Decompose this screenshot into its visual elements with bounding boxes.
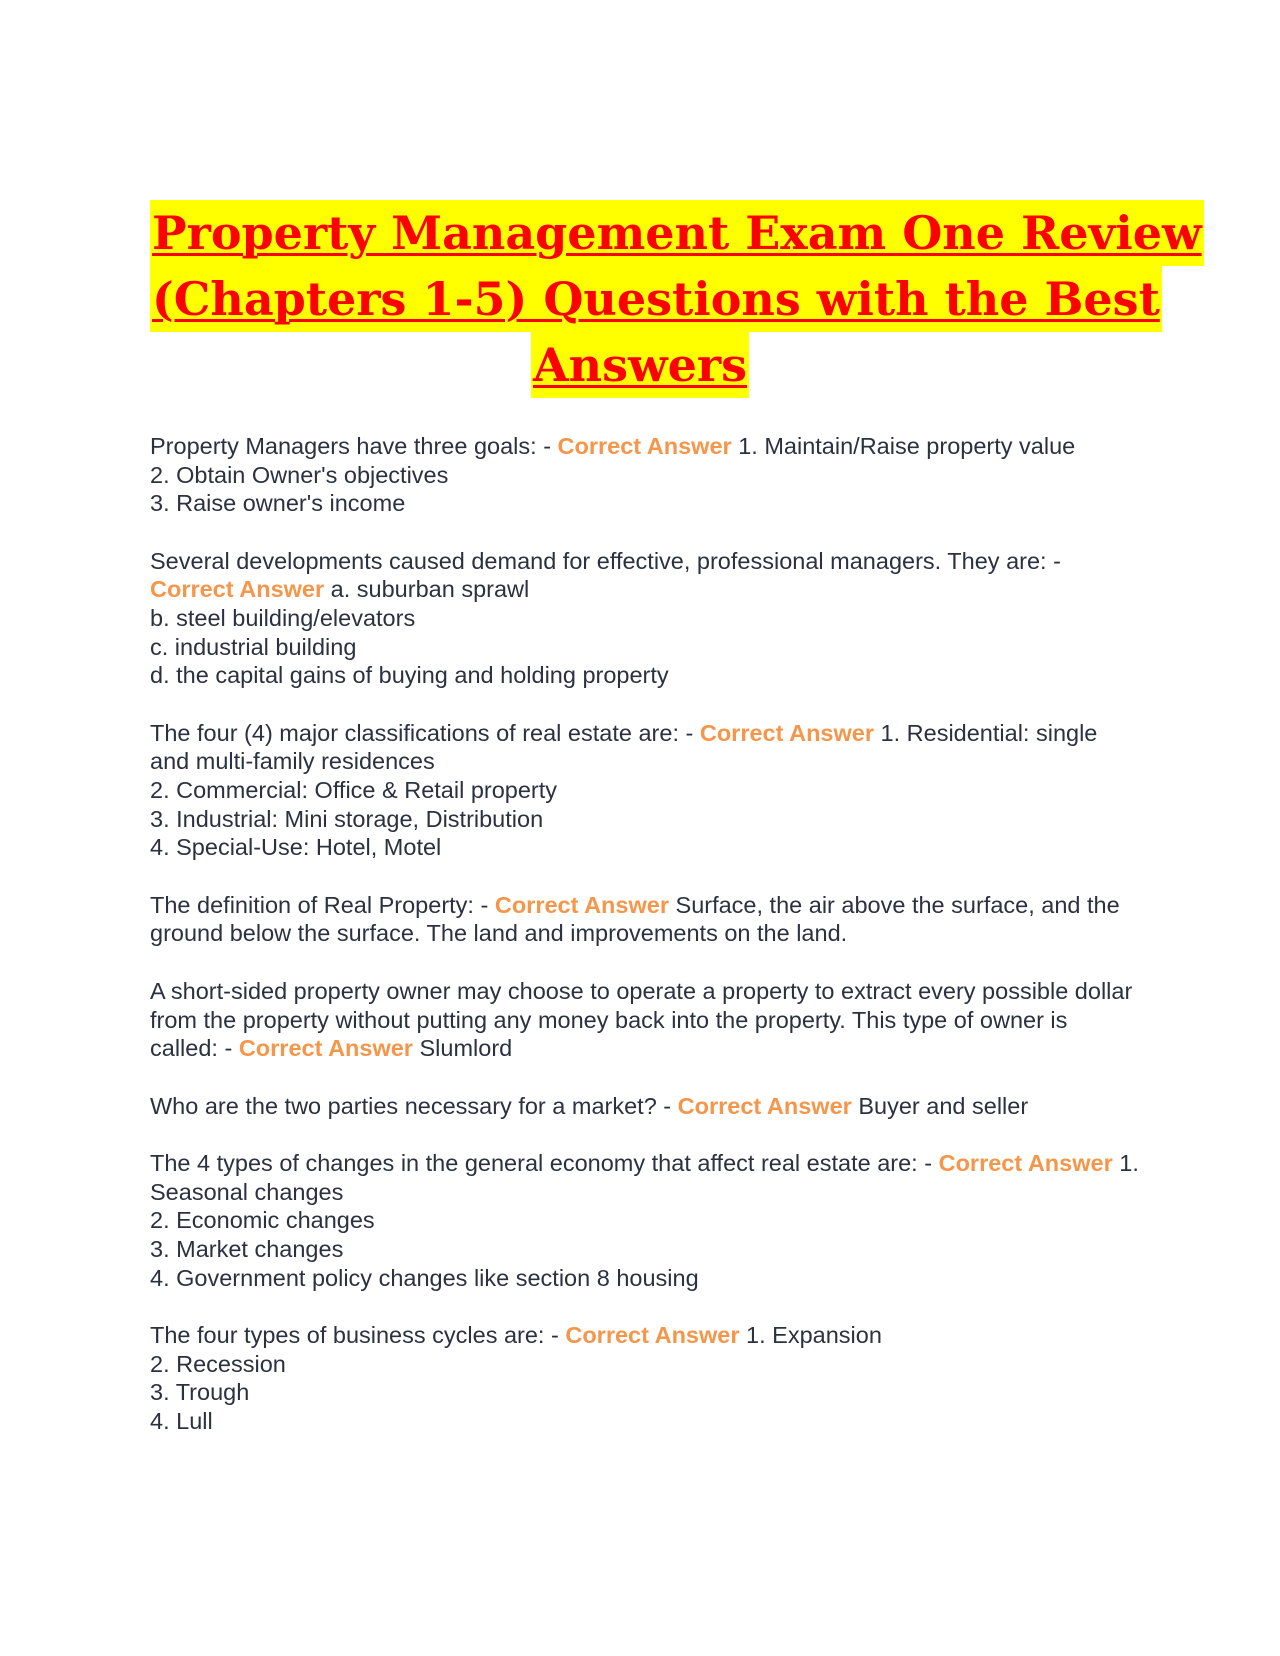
answer-line: 3. Trough (150, 1379, 250, 1406)
answer-marker: Correct Answer (938, 1150, 1113, 1177)
answer-text: 1. Expansion (739, 1322, 882, 1349)
answer-text: Buyer and seller (851, 1092, 1029, 1119)
qa-item (150, 891, 1140, 948)
answer-marker: Correct Answer (699, 719, 874, 746)
answer-text: a. suburban sprawl (324, 576, 530, 603)
question-text: The four types of business cycles are: - (150, 1322, 566, 1349)
answer-marker: Correct Answer (238, 1035, 413, 1062)
qa-question (150, 719, 1140, 776)
qa-item (150, 547, 1140, 690)
answer-line: 4. Special-Use: Hotel, Motel (150, 834, 442, 861)
answer-text: Surface, the air above the surface, and the ground below the surface. The land and improvements on the land. (150, 891, 1120, 947)
question-text: Who are the two parties necessary for a market? - (150, 1092, 678, 1119)
question-text: Several developments caused demand for effective, professional managers. They are: - (150, 547, 1061, 574)
document-title (150, 200, 1202, 398)
answer-line: 2. Obtain Owner's objectives (150, 461, 449, 488)
qa-question (150, 891, 1140, 948)
answer-line: 3. Raise owner's income (150, 490, 406, 517)
answer-line: 2. Recession (150, 1350, 286, 1377)
qa-list (150, 432, 1140, 1465)
question-text: The 4 types of changes in the general economy that affect real estate are: - (150, 1150, 939, 1177)
answer-line: 3. Industrial: Mini storage, Distribution (150, 805, 544, 832)
answer-marker: Correct Answer (557, 433, 732, 459)
answer-line: 2. Economic changes (150, 1207, 375, 1234)
qa-question (150, 432, 1140, 461)
answer-marker: Correct Answer (494, 891, 669, 918)
question-text: Property Managers have three goals: - (150, 433, 558, 459)
qa-item (150, 1092, 1140, 1121)
question-text: The four (4) major classifications of real estate are: - (150, 719, 700, 746)
qa-item (150, 719, 1140, 862)
answer-text: Slumlord (412, 1035, 513, 1062)
answer-line: b. steel building/elevators (150, 604, 416, 631)
answer-line: 4. Lull (150, 1408, 213, 1435)
title-line-3: Answers (531, 332, 749, 398)
answer-text: 1. Maintain/Raise property value (731, 433, 1076, 459)
qa-item (150, 977, 1140, 1063)
question-text: The definition of Real Property: - (150, 891, 495, 918)
qa-item (150, 1149, 1140, 1292)
qa-item (150, 432, 1140, 518)
title-line-1: Property Management Exam One Review (150, 200, 1204, 266)
answer-line: d. the capital gains of buying and holding property (150, 662, 669, 689)
answer-marker: Correct Answer (150, 576, 325, 603)
qa-question (150, 1092, 1140, 1121)
answer-text: 1. Seasonal changes (150, 1150, 1139, 1205)
answer-marker: Correct Answer (677, 1092, 852, 1119)
qa-question (150, 1321, 1140, 1350)
answer-line: 3. Market changes (150, 1236, 344, 1263)
question-text: A short-sided property owner may choose to operate a property to extract every possible dollar from the property without putting any money back into the property. This type of owner is called: - (150, 977, 1133, 1062)
qa-question (150, 1149, 1140, 1206)
answer-line: c. industrial building (150, 633, 357, 660)
answer-marker: Correct Answer (565, 1322, 740, 1349)
qa-question (150, 547, 1140, 604)
answer-line: 4. Government policy changes like section 8 housing (150, 1264, 699, 1291)
answer-text: 1. Residential: single and multi-family residences (150, 719, 1098, 775)
qa-question (150, 977, 1140, 1063)
qa-item (150, 1321, 1140, 1435)
title-line-2: (Chapters 1-5) Questions with the Best (150, 266, 1162, 332)
answer-line: 2. Commercial: Office & Retail property (150, 776, 558, 803)
